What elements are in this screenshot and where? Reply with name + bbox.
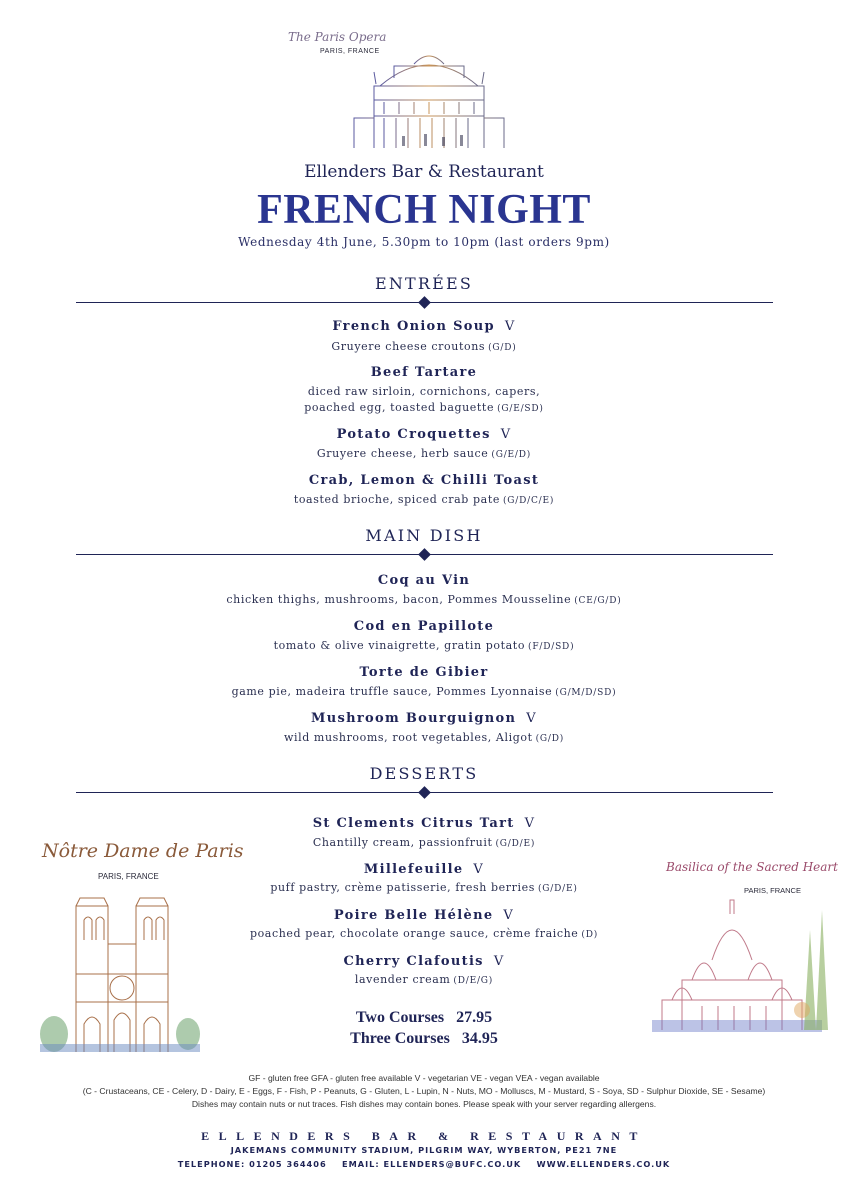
menu-item-description: puff pastry, crème patisserie, fresh berries (G/D/E)	[270, 881, 578, 894]
opera-script-label: The Paris Opera	[288, 30, 387, 44]
menu-item-description: chicken thighs, mushrooms, bacon, Pommes Mousseline (CE/G/D)	[226, 593, 622, 606]
menu-item-name: Millefeuille V	[363, 862, 485, 877]
opera-location-label: PARIS, FRANCE	[320, 48, 380, 55]
menu-item-name: Coq au Vin	[377, 573, 471, 588]
paris-opera-illustration	[284, 26, 564, 150]
menu-item-description: poached pear, chocolate orange sauce, crème fraiche (D)	[249, 927, 599, 940]
menu-item-description: wild mushrooms, root vegetables, Aligot (G/D)	[283, 731, 565, 744]
menu-item-description: lavender cream (D/E/G)	[354, 973, 494, 986]
menu-item-name: Potato Croquettes V	[336, 427, 512, 442]
menu-item-name: Cod en Papillote	[353, 619, 495, 634]
notre-dame-location-label: PARIS, FRANCE	[98, 872, 159, 881]
menu-item-name: Beef Tartare	[370, 365, 478, 380]
footer-business-name: ELLENDERS BAR & RESTAURANT	[201, 1129, 647, 1143]
menu-item-description: poached egg, toasted baguette (G/E/SD)	[304, 401, 544, 414]
footer-contact: TELEPHONE: 01205 364406 EMAIL: ELLENDERS@BUFC.CO.UK WWW.ELLENDERS.CO.UK	[177, 1159, 671, 1169]
notre-dame-illustration	[40, 884, 200, 1054]
menu-item-name: Torte de Gibier	[359, 665, 489, 680]
divider-diamond	[418, 786, 431, 799]
price-two-courses: Two Courses 27.95	[355, 1009, 493, 1026]
sacred-heart-illustration	[652, 890, 832, 1040]
event-dateline: Wednesday 4th June, 5.30pm to 10pm (last orders 9pm)	[238, 235, 610, 249]
menu-item-name: French Onion Soup V	[332, 319, 516, 334]
footer-address: JAKEMANS COMMUNITY STADIUM, PILGRIM WAY, WYBERTON, PE21 7NE	[230, 1145, 618, 1155]
menu-item-name: St Clements Citrus Tart V	[312, 816, 536, 831]
venue-name: Ellenders Bar & Restaurant	[304, 162, 544, 182]
menu-item-description: toasted brioche, spiced crab pate (G/D/C/E)	[293, 493, 555, 506]
menu-item-description: game pie, madeira truffle sauce, Pommes Lyonnaise (G/M/D/SD)	[231, 685, 617, 698]
menu-item-description: Gruyere cheese, herb sauce (G/E/D)	[316, 447, 532, 460]
page-title: FRENCH NIGHT	[257, 187, 591, 233]
section-title-desserts: DESSERTS	[369, 764, 479, 783]
dietary-key: GF - gluten free GFA - gluten free available V - vegetarian VE - vegan VEA - vegan available	[248, 1073, 600, 1083]
sacred-heart-location-label: PARIS, FRANCE	[744, 886, 801, 895]
price-three-courses: Three Courses 34.95	[350, 1030, 498, 1047]
menu-item-description: Chantilly cream, passionfruit (G/D/E)	[312, 836, 536, 849]
divider-diamond	[418, 296, 431, 309]
section-title-mains: MAIN DISH	[365, 526, 483, 545]
allergen-notice: Dishes may contain nuts or nut traces. Fish dishes may contain bones. Please speak with your server regarding allergens.	[191, 1099, 657, 1109]
sacred-heart-script-label: Basilica of the Sacred Heart	[666, 860, 838, 874]
menu-item-description: Gruyere cheese croutons (G/D)	[331, 340, 517, 353]
menu-item-name: Mushroom Bourguignon V	[311, 711, 537, 726]
menu-item-description: diced raw sirloin, cornichons, capers,	[307, 385, 541, 398]
menu-item-description: tomato & olive vinaigrette, gratin potato (F/D/SD)	[273, 639, 575, 652]
menu-item-name: Poire Belle Hélène V	[333, 908, 515, 923]
allergen-key: (C - Crustaceans, CE - Celery, D - Dairy, E - Eggs, F - Fish, P - Peanuts, G - Gluten, L - Lupin, N - Nuts, MO - Molluscs, M - Mustard, S - Soya, SD - Sulphur Dioxide, SE - Sesame)	[82, 1086, 766, 1096]
menu-item-name: Crab, Lemon & Chilli Toast	[308, 473, 540, 488]
menu-item-name: Cherry Clafoutis V	[343, 954, 505, 969]
divider-diamond	[418, 548, 431, 561]
notre-dame-script-label: Nôtre Dame de Paris	[42, 840, 244, 862]
section-title-entrees: ENTRÉES	[374, 274, 474, 293]
